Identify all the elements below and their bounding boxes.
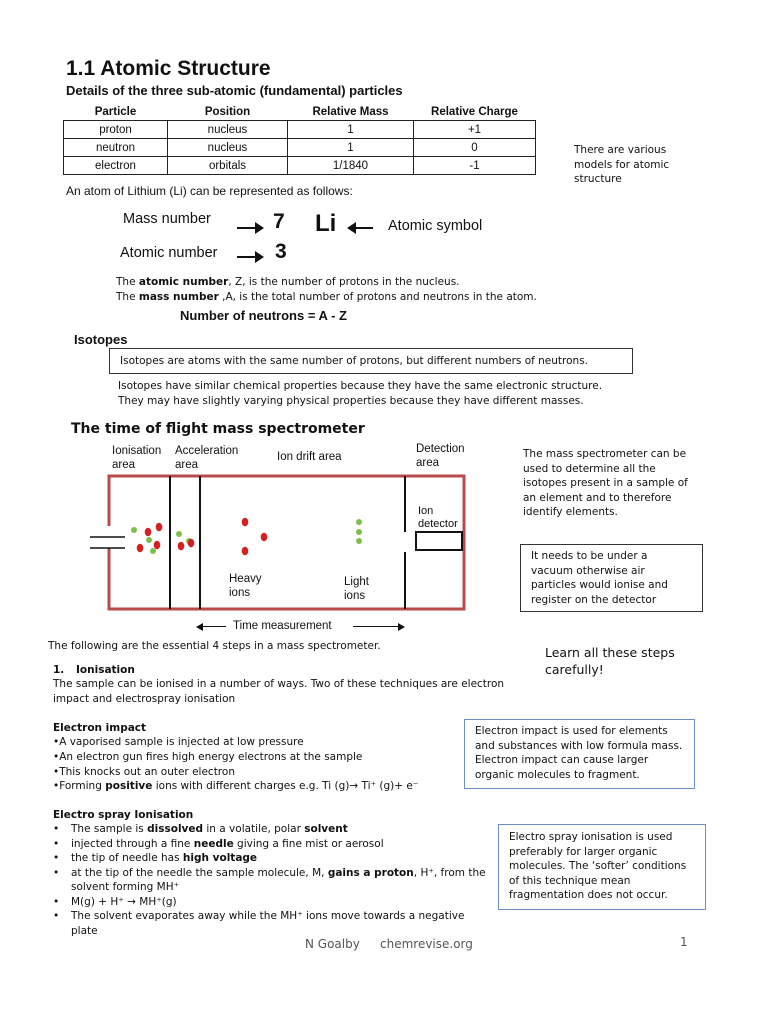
ei-step: •An electron gun fires high energy electrons at the sample — [53, 751, 363, 763]
table-header-row — [64, 103, 536, 121]
electrospray-heading: Electro spray Ionisation — [53, 809, 194, 821]
mass-number-definition: The mass number ,A, is the total number of protons and neutrons in the atom. — [116, 291, 537, 303]
learn-steps-note: Learn all these steps carefully! — [545, 645, 675, 677]
detection-area-label: Detection area — [416, 443, 465, 469]
note-vacuum-box: It needs to be under a vacuum otherwise air particles would ionise and register on the detector — [520, 544, 703, 612]
page-number: 1 — [680, 935, 688, 949]
spectrometer-frame — [109, 476, 464, 609]
tof-heading: The time of flight mass spectrometer — [71, 421, 365, 437]
electrospray-steps — [53, 822, 493, 938]
time-arrow-line-right — [353, 626, 398, 627]
heavy-ions-group — [242, 518, 268, 556]
atomic-number-definition: The atomic number, Z, is the number of protons in the nucleus. — [116, 276, 460, 288]
light-ions-group — [356, 519, 362, 544]
isotopes-heading: Isotopes — [74, 332, 128, 347]
mass-number-value: 7 — [273, 210, 285, 233]
atomic-symbol: Li — [315, 210, 337, 237]
ionisation-area-label: Ionisation area — [112, 445, 162, 471]
ion-detector-label: Ion detector — [418, 505, 458, 530]
heavy-ions-label: Heavy ions — [229, 573, 262, 599]
steps-intro: The following are the essential 4 steps in a mass spectrometer. — [48, 640, 381, 652]
es-step: • the tip of needle has high voltage — [53, 851, 493, 866]
atomic-symbol-label: Atomic symbol — [388, 218, 483, 234]
page-subtitle: Details of the three sub-atomic (fundamental) particles — [66, 83, 403, 98]
es-step: • M(g) + H⁺ → MH⁺(g) — [53, 895, 493, 910]
table-cell: 1 — [288, 139, 414, 157]
ei-step: •Forming positive ions with different charges e.g. Ti (g)→ Ti⁺ (g)+ e⁻ — [53, 780, 419, 792]
table-cell: proton — [64, 121, 168, 139]
isotopes-line-1: Isotopes have similar chemical properties because they have the same electronic structure. — [118, 380, 603, 392]
table-cell: neutron — [64, 139, 168, 157]
es-step: • injected through a fine needle giving a fine mist or aerosol — [53, 837, 493, 852]
table-row — [64, 157, 536, 175]
table-cell: 0 — [414, 139, 536, 157]
table-row — [64, 121, 536, 139]
lithium-intro: An atom of Lithium (Li) can be represented as follows: — [66, 184, 353, 198]
es-step: • The solvent evaporates away while the MH⁺ ions move towards a negative plate — [53, 909, 493, 938]
time-measurement-label: Time measurement — [233, 620, 332, 632]
arrow-right-icon — [255, 251, 264, 263]
ei-step: •This knocks out an outer electron — [53, 766, 235, 778]
note-atomic-models: There are various models for atomic structure — [574, 144, 670, 185]
mass-arrow-line — [237, 227, 257, 229]
footer-author: N Goalby — [305, 937, 360, 951]
note-electrospray-box: Electro spray ionisation is used preferably for larger organic molecules. The ‘softer’ conditions of this technique mean fragmentation does not occur. — [498, 824, 706, 910]
isotope-definition-box: Isotopes are atoms with the same number of protons, but different numbers of neutrons. — [109, 348, 633, 374]
table-header: Position — [168, 103, 288, 121]
note-mass-spectrometer: The mass spectrometer can be used to determine all the isotopes present in a sample of an element and to therefore identify elements. — [523, 448, 688, 518]
arrow-left-icon — [196, 623, 203, 631]
step-1-heading: Ionisation — [76, 664, 135, 676]
es-step: • The sample is dissolved in a volatile, polar solvent — [53, 822, 493, 837]
table-cell: 1 — [288, 121, 414, 139]
page-title: 1.1 Atomic Structure — [66, 57, 271, 80]
light-ions-label: Light ions — [344, 576, 369, 602]
isotopes-line-2: They may have slightly varying physical properties because they have different masses. — [118, 395, 584, 407]
particle-table — [63, 103, 536, 175]
arrow-right-icon — [398, 623, 405, 631]
table-header: Particle — [64, 103, 168, 121]
ei-step: •A vaporised sample is injected at low pressure — [53, 736, 304, 748]
table-cell: nucleus — [168, 139, 288, 157]
arrow-right-icon — [255, 222, 264, 234]
table-row — [64, 139, 536, 157]
ionisation-text: The sample can be ionised in a number of ways. Two of these techniques are electron impact and electrospray ionisation — [53, 678, 505, 705]
table-cell: electron — [64, 157, 168, 175]
mass-spectrometer-diagram — [85, 470, 470, 615]
table-header: Relative Mass — [288, 103, 414, 121]
electron-impact-heading: Electron impact — [53, 722, 147, 734]
table-cell: 1/1840 — [288, 157, 414, 175]
neutrons-formula: Number of neutrons = A - Z — [180, 308, 347, 323]
table-cell: -1 — [414, 157, 536, 175]
atomic-number-value: 3 — [275, 240, 287, 263]
ion-detector-box — [416, 532, 462, 550]
symbol-arrow-line — [355, 227, 373, 229]
ion-drift-area-label: Ion drift area — [277, 451, 342, 463]
table-cell: +1 — [414, 121, 536, 139]
ion-cloud-ionisation — [131, 523, 162, 554]
acceleration-area-label: Acceleration area — [175, 445, 239, 471]
table-cell: nucleus — [168, 121, 288, 139]
mass-number-label: Mass number — [123, 211, 211, 227]
time-arrow-line-left — [202, 626, 226, 627]
step-1-number: 1. — [53, 664, 65, 676]
atomic-number-label: Atomic number — [120, 245, 218, 261]
atomic-arrow-line — [237, 256, 257, 258]
table-header: Relative Charge — [414, 103, 536, 121]
table-cell: orbitals — [168, 157, 288, 175]
note-electron-impact-box: Electron impact is used for elements and substances with low formula mass. Electron impact can cause larger organic molecules to fragment. — [464, 719, 695, 789]
footer-site: chemrevise.org — [380, 937, 473, 951]
es-step: • at the tip of the needle the sample molecule, M, gains a proton, H⁺, from the solvent forming MH⁺ — [53, 866, 493, 895]
ion-cloud-acceleration — [176, 531, 194, 550]
